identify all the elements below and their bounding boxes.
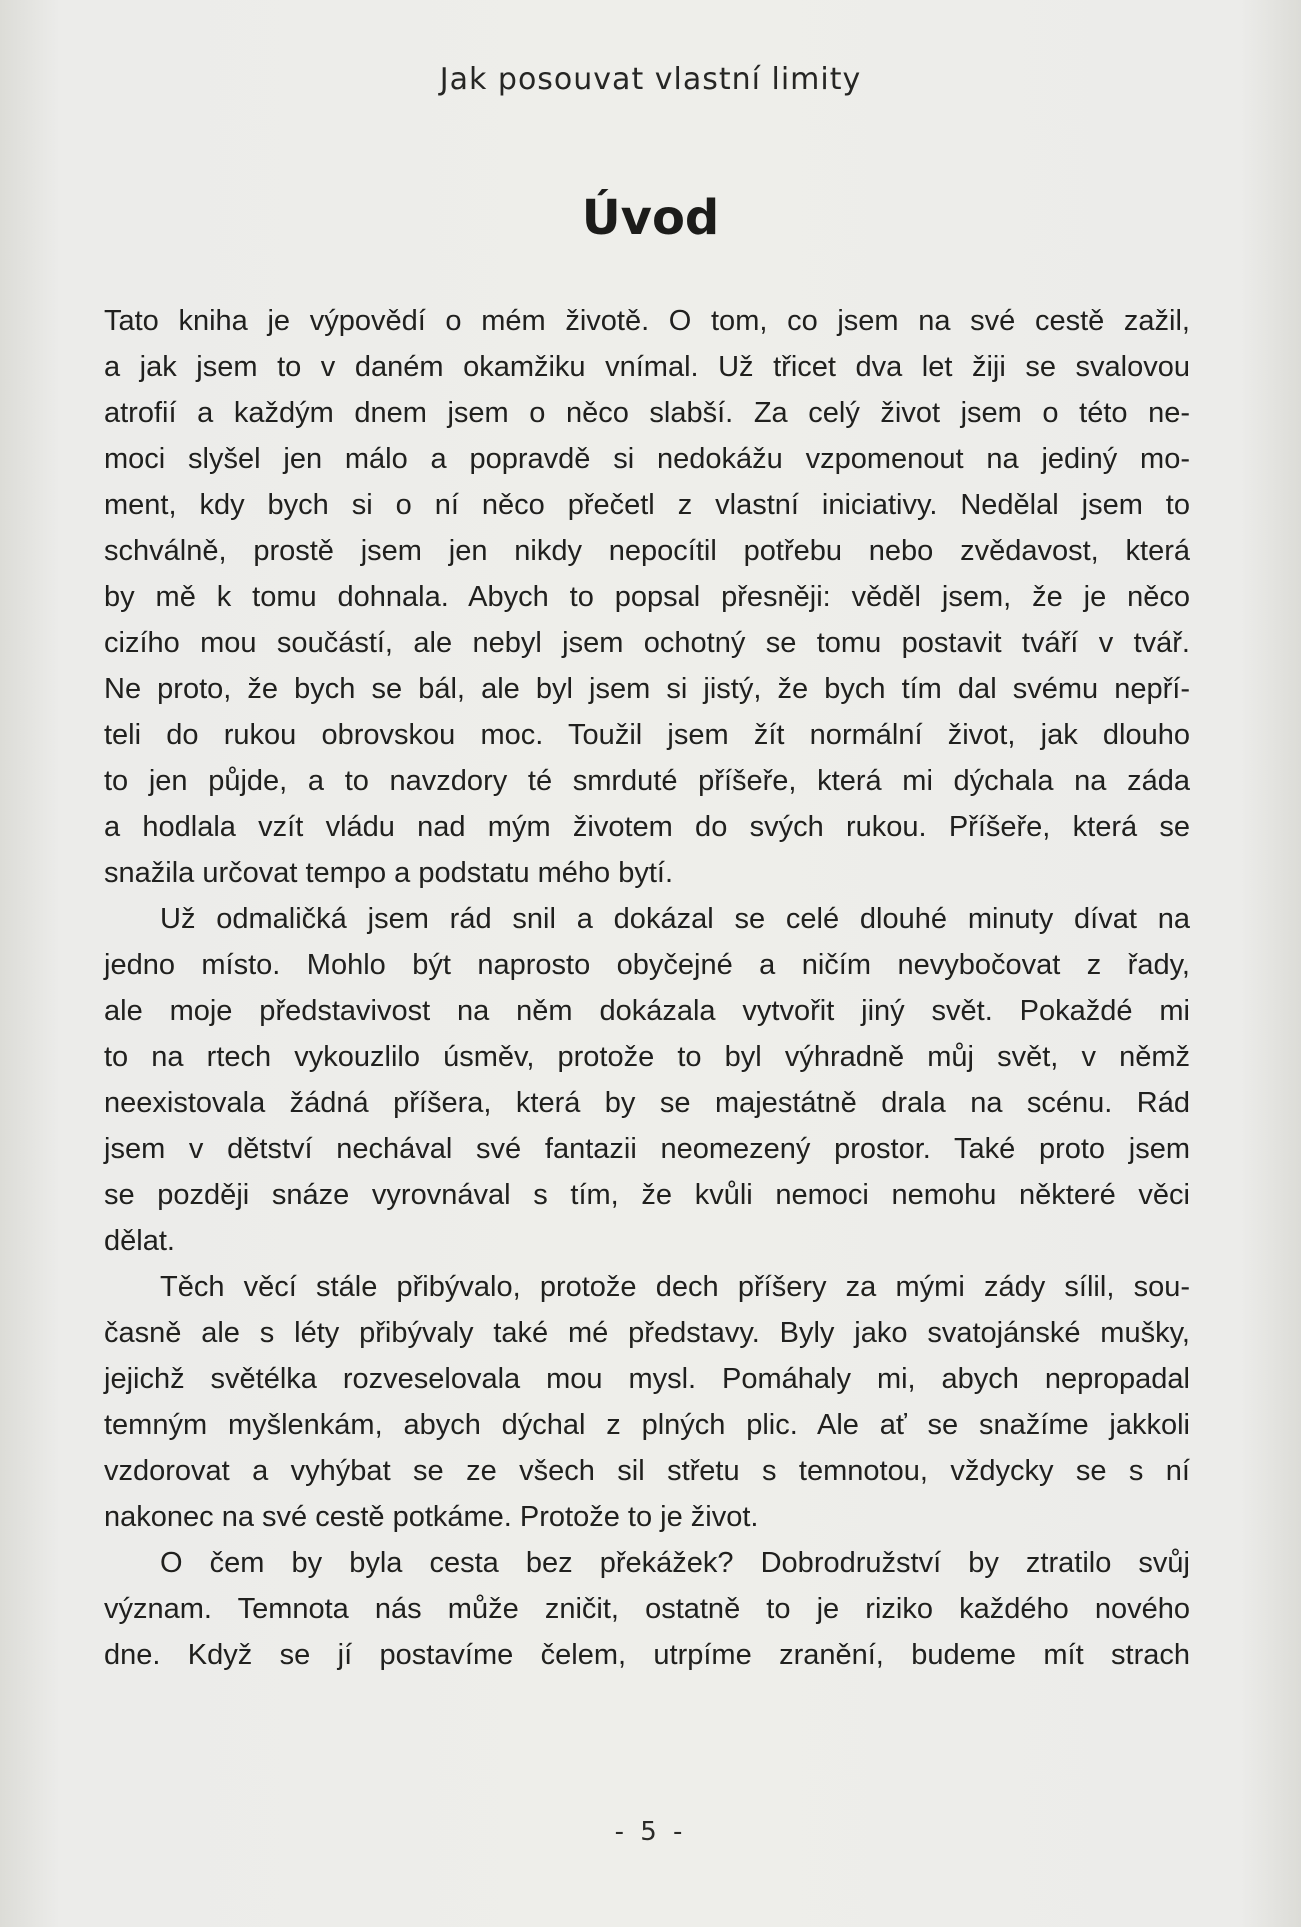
- text-line: teli do rukou obrovskou moc. Toužil jsem žít normální život, jak dlouho: [104, 719, 1190, 751]
- text-line: schválně, prostě jsem jen nikdy nepocítil potřebu nebo zvědavost, která: [104, 535, 1190, 567]
- text-line: a jak jsem to v daném okamžiku vnímal. Už třicet dva let žiji se svalovou: [104, 351, 1190, 383]
- text-line: temným myšlenkám, abych dýchal z plných plic. Ale ať se snažíme jakkoli: [104, 1409, 1190, 1441]
- text-line: atrofií a každým dnem jsem o něco slabší. Za celý život jsem o této ne-: [104, 397, 1190, 429]
- text-line: časně ale s léty přibývaly také mé představy. Byly jako svatojánské mušky,: [104, 1317, 1190, 1349]
- text-line: dne. Když se jí postavíme čelem, utrpíme zranění, budeme mít strach: [104, 1639, 1190, 1671]
- text-line: Tato kniha je výpovědí o mém životě. O tom, co jsem na své cestě zažil,: [104, 305, 1190, 337]
- text-line: cizího mou součástí, ale nebyl jsem ochotný se tomu postavit tváří v tvář.: [104, 627, 1190, 659]
- text-line: jejichž světélka rozveselovala mou mysl. Pomáhaly mi, abych nepropadal: [104, 1363, 1190, 1395]
- text-line: to na rtech vykouzlilo úsměv, protože to byl výhradně můj svět, v němž: [104, 1041, 1190, 1073]
- text-line: dělat.: [104, 1225, 175, 1257]
- text-line: Těch věcí stále přibývalo, protože dech příšery za mými zády sílil, sou-: [160, 1271, 1190, 1303]
- text-line: se později snáze vyrovnával s tím, že kvůli nemoci nemohu některé věci: [104, 1179, 1190, 1211]
- text-line: ment, kdy bych si o ní něco přečetl z vlastní iniciativy. Nedělal jsem to: [104, 489, 1190, 521]
- text-line: neexistovala žádná příšera, která by se majestátně drala na scénu. Rád: [104, 1087, 1190, 1119]
- text-line: Ne proto, že bych se bál, ale byl jsem si jistý, že bych tím dal svému nepří-: [104, 673, 1190, 705]
- text-line: ale moje představivost na něm dokázala vytvořit jiný svět. Pokaždé mi: [104, 995, 1190, 1027]
- text-line: to jen půjde, a to navzdory té smrduté příšeře, která mi dýchala na záda: [104, 765, 1190, 797]
- paragraph-2: [104, 896, 1190, 1264]
- body-text: [104, 298, 1190, 1678]
- paragraph-4: [104, 1540, 1190, 1678]
- chapter-title: Úvod: [581, 190, 720, 246]
- text-line: snažila určovat tempo a podstatu mého bytí.: [104, 857, 674, 889]
- text-line: O čem by byla cesta bez překážek? Dobrodružství by ztratilo svůj: [160, 1547, 1190, 1579]
- text-line: by mě k tomu dohnala. Abych to popsal přesněji: věděl jsem, že je něco: [104, 581, 1190, 613]
- text-line: nakonec na své cestě potkáme. Protože to je život.: [104, 1501, 759, 1533]
- text-line: vzdorovat a vyhýbat se ze všech sil střetu s temnotou, vždycky se s ní: [104, 1455, 1190, 1487]
- text-line: Už odmaličká jsem rád snil a dokázal se celé dlouhé minuty dívat na: [160, 903, 1190, 935]
- paragraph-3: [104, 1264, 1190, 1540]
- running-head: Jak posouvat vlastní limity: [439, 62, 862, 97]
- page-number: - 5 -: [614, 1817, 687, 1847]
- text-line: jedno místo. Mohlo být naprosto obyčejné a ničím nevybočovat z řady,: [104, 949, 1190, 981]
- paragraph-1: [104, 298, 1190, 896]
- text-line: a hodlala vzít vládu nad mým životem do svých rukou. Příšeře, která se: [104, 811, 1190, 843]
- text-line: význam. Temnota nás může zničit, ostatně to je riziko každého nového: [104, 1593, 1190, 1625]
- text-line: jsem v dětství nechával své fantazii neomezený prostor. Také proto jsem: [104, 1133, 1190, 1165]
- text-line: moci slyšel jen málo a popravdě si nedokážu vzpomenout na jediný mo-: [104, 443, 1190, 475]
